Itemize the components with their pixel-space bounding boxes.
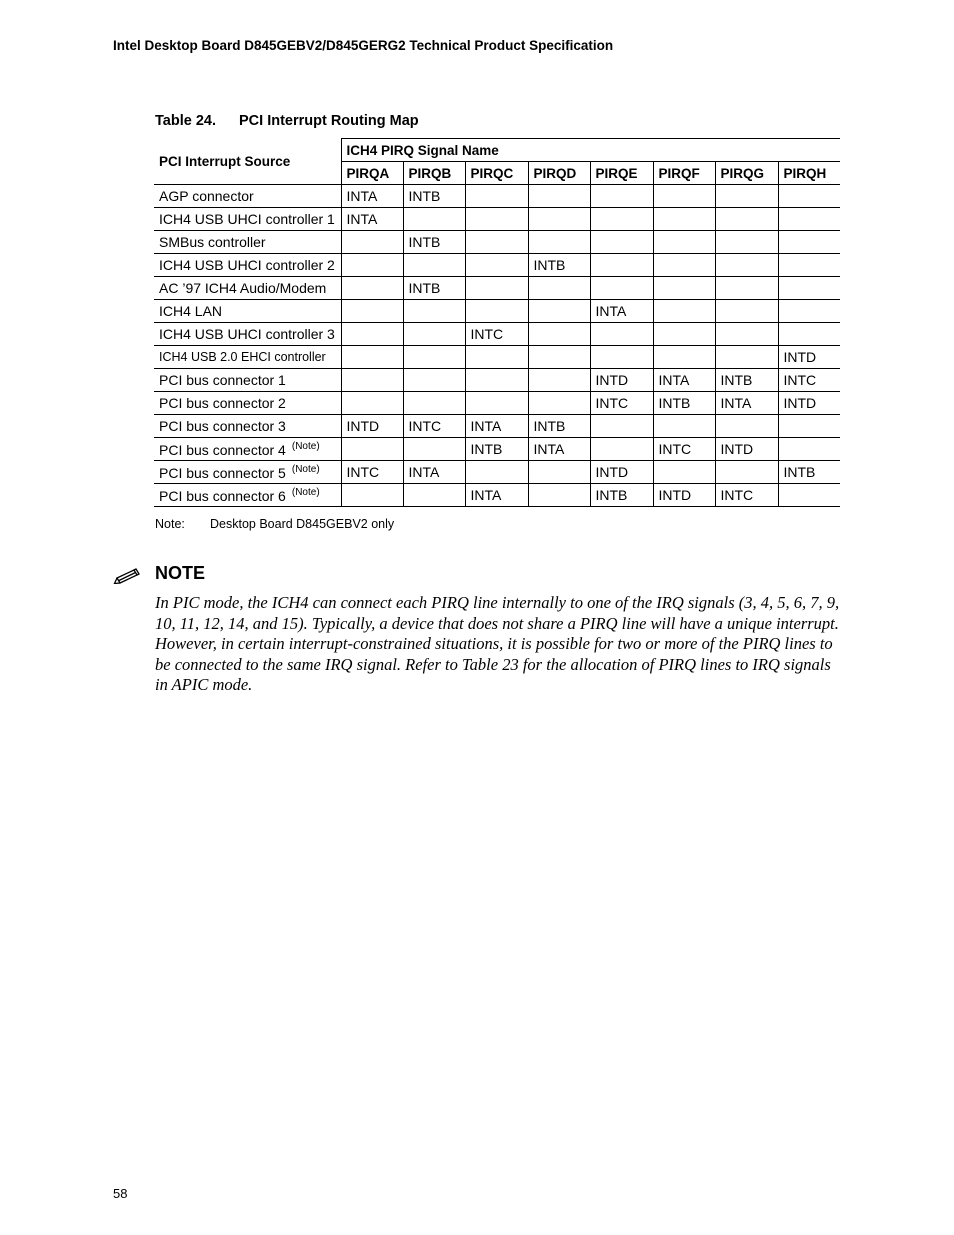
routing-cell [528,300,590,323]
routing-cell [341,254,403,277]
routing-cell: INTA [590,300,653,323]
column-header-pirqf: PIRQF [653,162,715,185]
table-row [154,369,840,392]
row-source-cell [154,369,341,392]
routing-cell [715,461,778,484]
routing-cell [341,484,403,507]
row-source-cell [154,438,341,461]
row-source-label: PCI bus connector 6 [159,487,286,504]
source-column-header: PCI Interrupt Source [154,139,341,185]
routing-cell: INTD [590,461,653,484]
routing-cell [778,484,840,507]
routing-cell [403,484,465,507]
row-source-label: ICH4 USB UHCI controller 2 [159,257,335,273]
routing-cell [465,277,528,300]
routing-cell [403,346,465,369]
routing-cell [590,415,653,438]
routing-cell: INTD [778,346,840,369]
row-source-label: SMBus controller [159,234,266,250]
routing-cell [590,277,653,300]
routing-cell: INTB [715,369,778,392]
routing-cell [465,185,528,208]
note-marker: (Note) [291,463,320,475]
routing-cell: INTB [528,415,590,438]
routing-cell [715,300,778,323]
routing-cell [465,254,528,277]
routing-cell: INTA [465,484,528,507]
routing-cell [778,415,840,438]
routing-cell: INTC [403,415,465,438]
column-header-pirqd: PIRQD [528,162,590,185]
routing-cell: INTA [403,461,465,484]
routing-cell [590,208,653,231]
row-source-label: ICH4 USB UHCI controller 1 [159,211,335,227]
routing-cell [653,208,715,231]
routing-cell [715,346,778,369]
routing-cell [778,254,840,277]
routing-cell [341,277,403,300]
routing-cell: INTD [778,392,840,415]
routing-cell [653,300,715,323]
routing-cell [715,323,778,346]
routing-cell [528,369,590,392]
routing-cell [653,346,715,369]
note-marker: (Note) [291,440,320,452]
row-source-cell [154,231,341,254]
routing-cell [403,323,465,346]
routing-cell: INTC [341,461,403,484]
table-row [154,208,840,231]
routing-cell: INTC [653,438,715,461]
table-row [154,231,840,254]
routing-cell [528,231,590,254]
routing-cell [778,185,840,208]
routing-cell [341,369,403,392]
routing-cell [403,208,465,231]
note-heading [113,563,205,584]
routing-cell [528,461,590,484]
routing-cell: INTA [528,438,590,461]
routing-cell [778,323,840,346]
routing-cell: INTA [341,185,403,208]
routing-cell: INTA [715,392,778,415]
row-source-label: ICH4 USB 2.0 EHCI controller [159,350,326,364]
row-source-label: AGP connector [159,188,254,204]
column-header-pirqc: PIRQC [465,162,528,185]
routing-cell: INTA [653,369,715,392]
table-row [154,392,840,415]
routing-cell [590,346,653,369]
row-source-cell [154,185,341,208]
routing-cell [341,231,403,254]
routing-cell [341,392,403,415]
routing-cell: INTD [715,438,778,461]
routing-cell [778,231,840,254]
routing-cell [590,438,653,461]
table-row [154,415,840,438]
routing-cell: INTC [590,392,653,415]
routing-cell [715,415,778,438]
routing-cell [590,231,653,254]
routing-cell: INTB [528,254,590,277]
table-row [154,461,840,484]
routing-cell: INTB [465,438,528,461]
table-row [154,323,840,346]
running-header: Intel Desktop Board D845GEBV2/D845GERG2 Technical Product Specification [113,38,614,53]
routing-cell: INTA [341,208,403,231]
pci-interrupt-routing-table [154,138,840,507]
row-source-label: PCI bus connector 1 [159,372,286,388]
routing-cell [590,185,653,208]
routing-cell [715,208,778,231]
table-caption-title: PCI Interrupt Routing Map [239,113,419,129]
row-source-label: ICH4 LAN [159,303,223,319]
routing-cell: INTB [403,277,465,300]
routing-cell [403,392,465,415]
row-source-cell [154,346,341,369]
row-source-label: PCI bus connector 5 [159,464,286,481]
routing-cell [465,231,528,254]
routing-cell: INTD [590,369,653,392]
routing-cell [465,461,528,484]
routing-cell [341,438,403,461]
column-header-pirqh: PIRQH [778,162,840,185]
footnote-text: Desktop Board D845GEBV2 only [210,517,395,531]
routing-cell [403,254,465,277]
table-row [154,300,840,323]
row-source-cell [154,392,341,415]
table-row [154,346,840,369]
routing-cell [403,438,465,461]
routing-cell [715,231,778,254]
row-source-cell [154,461,341,484]
routing-cell [715,254,778,277]
table-body [154,185,840,507]
row-source-cell [154,300,341,323]
routing-cell: INTA [465,415,528,438]
table-row [154,277,840,300]
note-body: In PIC mode, the ICH4 can connect each PIRQ line internally to one of the IRQ signals (3, 4, 5, 6, 7, 9, 10, 11, 12, 14, and 15). Typically, a device that does not share a PIRQ line will have a unique interrupt. However, in certain interrupt-constrained situations, it is possible for two or more of the PIRQ lines to be connected to the same IRQ signal. Refer to Table 23 for the allocation of PIRQ lines to IRQ signals in APIC mode. [155,593,840,694]
row-source-label: PCI bus connector 4 [159,441,286,458]
routing-cell [465,208,528,231]
routing-cell: INTC [778,369,840,392]
table-footnote [155,517,394,531]
routing-cell [465,369,528,392]
routing-cell [653,461,715,484]
row-source-cell [154,484,341,507]
table-caption-number: Table 24. [155,113,216,129]
routing-cell [653,254,715,277]
routing-cell: INTB [403,185,465,208]
routing-cell: INTC [715,484,778,507]
row-source-label: ICH4 USB UHCI controller 3 [159,326,335,342]
row-source-label: PCI bus connector 2 [159,395,286,411]
routing-cell: INTD [341,415,403,438]
page-number: 58 [113,1186,128,1201]
routing-cell [528,323,590,346]
column-header-pirqb: PIRQB [403,162,465,185]
routing-cell [653,323,715,346]
routing-cell [590,254,653,277]
routing-cell [778,277,840,300]
table-row [154,254,840,277]
routing-cell: INTC [465,323,528,346]
routing-cell [528,484,590,507]
routing-cell [465,300,528,323]
row-source-cell [154,254,341,277]
row-source-cell [154,208,341,231]
routing-cell [715,185,778,208]
routing-cell [528,185,590,208]
routing-cell [403,300,465,323]
column-header-pirqe: PIRQE [590,162,653,185]
routing-cell: INTB [590,484,653,507]
routing-cell [465,392,528,415]
table-row [154,185,840,208]
routing-cell: INTB [778,461,840,484]
routing-cell: INTD [653,484,715,507]
routing-cell [528,208,590,231]
routing-cell: INTB [653,392,715,415]
routing-cell [653,415,715,438]
routing-cell [715,277,778,300]
routing-cell [341,300,403,323]
routing-cell [590,323,653,346]
routing-cell [403,369,465,392]
pencil-icon [113,564,143,584]
table-caption [155,113,419,129]
column-header-pirqg: PIRQG [715,162,778,185]
column-header-pirqa: PIRQA [341,162,403,185]
routing-cell [528,277,590,300]
routing-cell [341,323,403,346]
row-source-label: AC ’97 ICH4 Audio/Modem [159,280,327,296]
routing-cell [778,208,840,231]
routing-cell [341,346,403,369]
routing-cell [653,277,715,300]
row-source-cell [154,415,341,438]
routing-cell [653,185,715,208]
routing-cell [465,346,528,369]
row-source-cell [154,277,341,300]
table-header-row-group [154,139,840,162]
note-heading-text: NOTE [155,563,206,583]
table-row [154,438,840,461]
routing-cell [653,231,715,254]
signal-group-header: ICH4 PIRQ Signal Name [341,139,840,162]
routing-cell [528,392,590,415]
note-marker: (Note) [291,486,320,498]
footnote-label: Note: [155,517,185,531]
routing-cell: INTB [403,231,465,254]
table-row [154,484,840,507]
routing-cell [528,346,590,369]
routing-cell [778,300,840,323]
row-source-cell [154,323,341,346]
routing-cell [778,438,840,461]
row-source-label: PCI bus connector 3 [159,418,286,434]
